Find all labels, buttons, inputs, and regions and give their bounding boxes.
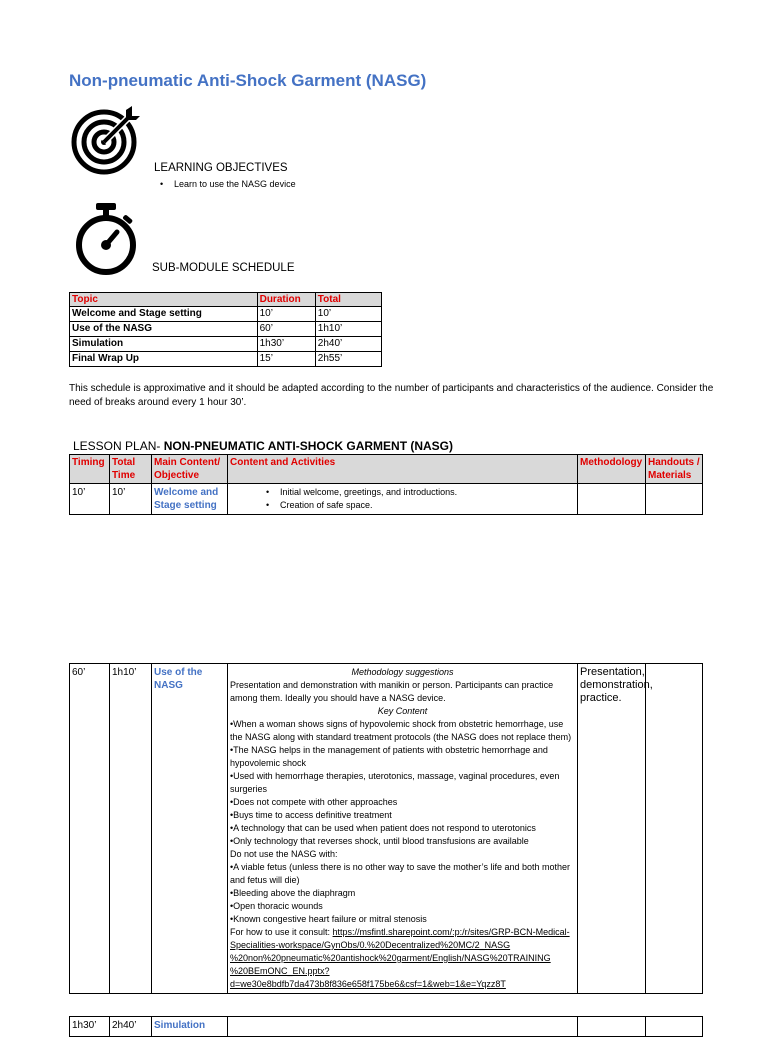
table-cell: 1h10’ — [110, 664, 152, 994]
document-title: Non-pneumatic Anti-Shock Garment (NASG) — [69, 71, 427, 90]
key-content-line: •Open thoracic wounds — [230, 901, 323, 911]
table-row — [70, 1017, 703, 1037]
table-cell — [646, 484, 703, 515]
table-cell — [228, 664, 578, 994]
key-content-heading: Key Content — [377, 706, 428, 716]
methodology-text: Presentation and demonstration with manikin or person. Participants can practice among them. Ideally you should have a NASG device. — [230, 680, 554, 703]
table-cell: 1h30’ — [70, 1017, 110, 1037]
key-content-line: •Only technology that reverses shock, until blood transfusions are available — [230, 836, 529, 846]
table-row — [70, 484, 703, 515]
key-content-line: Do not use the NASG with: — [230, 849, 338, 859]
key-content-line: •Known congestive heart failure or mitral stenosis — [230, 914, 427, 924]
table-cell: 10’ — [70, 484, 110, 515]
schedule-header-row — [70, 293, 382, 307]
column-header: Topic — [70, 293, 258, 307]
table-cell: Welcome and Stage setting — [70, 307, 258, 322]
table-cell: 1h30’ — [257, 337, 315, 352]
table-row — [70, 307, 382, 322]
lesson-plan-table-continued — [69, 663, 703, 994]
table-row — [70, 322, 382, 337]
table-cell — [578, 484, 646, 515]
consult-prefix: For how to use it consult: — [230, 927, 333, 937]
table-cell — [646, 664, 703, 994]
column-header: Timing — [70, 455, 110, 484]
target-icon — [70, 104, 142, 176]
table-cell: Welcome and Stage setting — [152, 484, 228, 515]
column-header: Methodology — [578, 455, 646, 484]
list-item: • Initial welcome, greetings, and introductions. — [230, 486, 575, 499]
table-cell: Final Wrap Up — [70, 352, 258, 367]
lesson-plan-title: NON-PNEUMATIC ANTI-SHOCK GARMENT (NASG) — [163, 439, 454, 453]
table-cell: 2h40’ — [110, 1017, 152, 1037]
column-header: Handouts / Materials — [646, 455, 703, 484]
methodology-suggestions-heading: Methodology suggestions — [351, 667, 454, 677]
key-content-line: •Bleeding above the diaphragm — [230, 888, 356, 898]
table-cell: 10’ — [110, 484, 152, 515]
table-row — [70, 352, 382, 367]
table-cell: 1h10’ — [315, 322, 381, 337]
table-cell: Simulation — [70, 337, 258, 352]
table-cell: 60’ — [70, 664, 110, 994]
table-cell: Use of the NASG — [70, 322, 258, 337]
lesson-plan-prefix: LESSON PLAN- — [73, 439, 164, 453]
column-header: Main Content/ Objective — [152, 455, 228, 484]
sub-module-schedule-heading: SUB-MODULE SCHEDULE — [152, 262, 295, 274]
key-content-line: •A technology that can be used when patient does not respond to uterotonics — [230, 823, 536, 833]
schedule-table — [69, 292, 382, 367]
table-cell: 2h40’ — [315, 337, 381, 352]
lesson-plan-table — [69, 454, 703, 515]
activity-list — [230, 486, 575, 512]
column-header: Content and Activities — [228, 455, 578, 484]
table-cell: 10’ — [257, 307, 315, 322]
learning-objectives-list — [160, 179, 296, 189]
key-content-line: •The NASG helps in the management of patients with obstetric hemorrhage and hypovolemic shock — [230, 745, 548, 768]
lesson-header-row — [70, 455, 703, 484]
key-content-line: •When a woman shows signs of hypovolemic shock from obstetric hemorrhage, use the NASG along with standard treatment protocols (the NASG does not replace them) — [230, 719, 572, 742]
key-content-line: •A viable fetus (unless there is no other way to save the mother’s life and both mother and fetus will die) — [230, 862, 571, 885]
table-cell: Simulation — [152, 1017, 228, 1037]
table-cell — [646, 1017, 703, 1037]
table-row — [70, 337, 382, 352]
learning-objectives-heading: LEARNING OBJECTIVES — [154, 162, 288, 174]
key-content-line: •Buys time to access definitive treatment — [230, 810, 392, 820]
table-cell: 10’ — [315, 307, 381, 322]
schedule-note: This schedule is approximative and it should be adapted according to the number of participants and characteristics of the audience. Consider the need of breaks around every 1 hour 30’. — [69, 383, 714, 408]
list-item: • Creation of safe space. — [230, 499, 575, 512]
column-header: Total — [315, 293, 381, 307]
table-cell: Presentation, demonstration, practice. — [578, 664, 646, 994]
table-cell: Use of the NASG — [152, 664, 228, 994]
table-cell: 2h55’ — [315, 352, 381, 367]
sharepoint-link[interactable]: https://msfintl.sharepoint.com/:p:/r/sites/GRP-BCN-Medical-Specialities-workspace/GynObs/0.%20Decentralized%20MC/2_NASG %20non%20pneumatic%20antishock%20garment/English/NASG%20TRAINING %20BEmONC_EN.pptx?d=we30e8bdfb7da473b8f836e658f175be6&csf=1&web=1&e=Yqzz8T — [230, 927, 570, 989]
lesson-plan-table-next-page — [69, 1016, 703, 1037]
table-cell: 15’ — [257, 352, 315, 367]
table-cell: 60’ — [257, 322, 315, 337]
key-content-line: •Does not compete with other approaches — [230, 797, 398, 807]
list-item: • Learn to use the NASG device — [160, 179, 296, 189]
table-cell — [578, 1017, 646, 1037]
table-cell — [228, 1017, 578, 1037]
column-header: Total Time — [110, 455, 152, 484]
lesson-plan-heading — [73, 439, 453, 453]
column-header: Duration — [257, 293, 315, 307]
key-content-line: •Used with hemorrhage therapies, uterotonics, massage, vaginal procedures, even surgeries — [230, 771, 560, 794]
table-row — [70, 664, 703, 994]
stopwatch-icon — [73, 202, 139, 276]
consult-line — [230, 926, 575, 991]
table-cell — [228, 484, 578, 515]
